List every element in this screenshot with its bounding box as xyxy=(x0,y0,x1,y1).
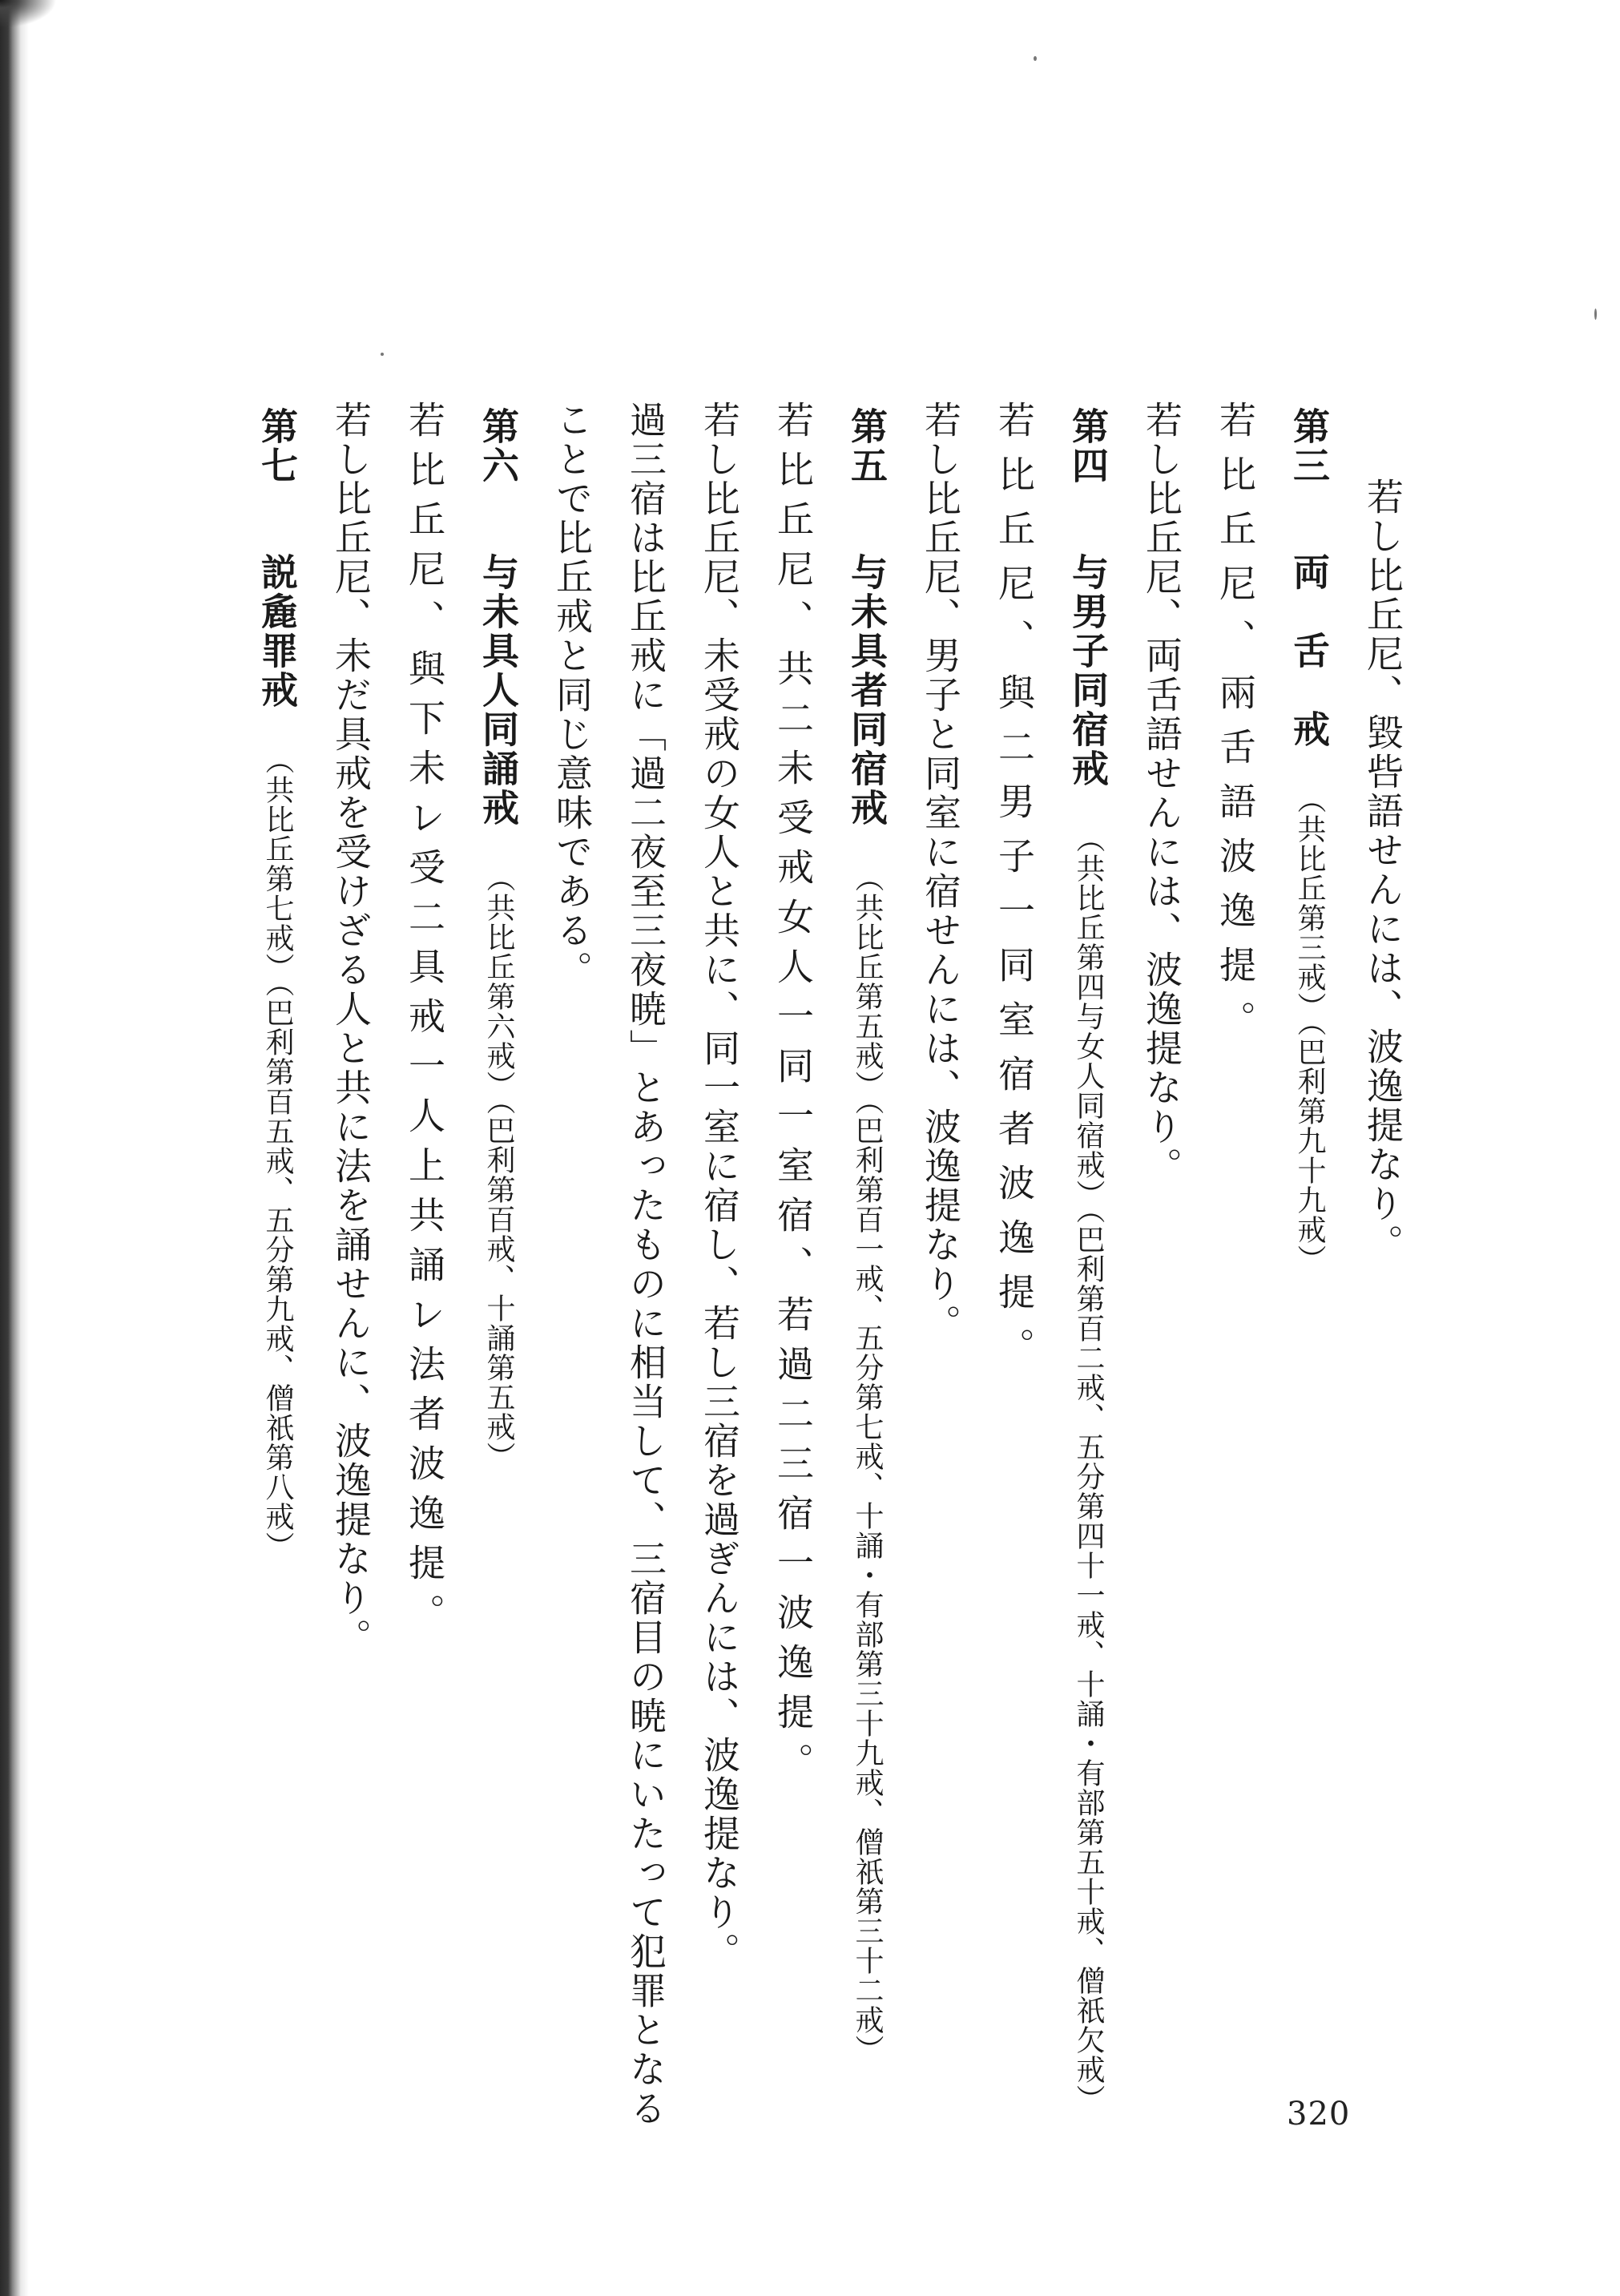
scan-edge-left xyxy=(0,0,29,2296)
section-number: 第三 xyxy=(1288,407,1331,486)
section-heading-6 xyxy=(461,401,535,1971)
section-heading-4 xyxy=(1051,401,1125,2114)
section-note: （共比丘第四与女人同宿戒）（巴利第百二戒、五分第四十一戒、十誦・有部第五十戒、僧祇欠戒） xyxy=(1072,824,1105,2114)
section-title: 両 舌 戒 xyxy=(1288,553,1331,749)
section-title: 与男子同宿戒 xyxy=(1066,553,1110,789)
section-heading-3 xyxy=(1272,401,1346,1971)
section-note: （共比丘第三戒）（巴利第九十九戒） xyxy=(1293,785,1326,1274)
section-heading-7 xyxy=(240,401,314,1971)
section-number: 第六 xyxy=(477,407,520,486)
section-number: 第五 xyxy=(845,407,889,486)
section-title: 説麁罪戒 xyxy=(256,553,299,710)
section-number: 第四 xyxy=(1066,407,1110,486)
section-note: （共比丘第六戒）（巴利第百戒、十誦第五戒） xyxy=(482,863,515,1471)
text-line: 若し比丘尼、毀呰語せんには、波逸提なり。 xyxy=(1361,478,1404,1263)
scan-edge-top xyxy=(0,0,96,48)
section-note: （共比丘第七戒）（巴利第百五戒、五分第九戒、僧祇第八戒） xyxy=(261,745,294,1561)
page-number: 320 xyxy=(1287,2096,1351,2133)
text-line: 若比丘尼、與二男子一同室宿者波逸提。 xyxy=(993,401,1036,1382)
text-line: ことで比丘戒と同じ意味である。 xyxy=(550,401,594,990)
text-line: 若し比丘尼、両舌語せんには、波逸提なり。 xyxy=(1140,401,1183,1186)
section-title: 与未具人同誦戒 xyxy=(477,553,520,828)
text-line: 若し比丘尼、未だ具戒を受けざる人と共に法を誦せんに、波逸提なり。 xyxy=(329,401,373,1657)
text-line: 若し比丘尼、未受戒の女人と共に、同一室に宿し、若し三宿を過ぎんには、波逸提なり。 xyxy=(698,401,741,1971)
scan-speck xyxy=(1594,309,1597,320)
section-note: （共比丘第五戒）（巴利第百一戒、五分第七戒、十誦・有部第三十九戒、僧祇第三十二戒） xyxy=(851,863,884,2064)
text-line: 若比丘尼、共二未受戒女人一同一室宿、若過二三宿一波逸提。 xyxy=(772,401,815,1792)
section-heading-5 xyxy=(830,401,904,2064)
section-title: 与未具者同宿戒 xyxy=(845,553,889,828)
text-line: 若比丘尼、與下未レ受二具戒一人上共誦レ法者波逸提。 xyxy=(403,401,446,1643)
scan-speck xyxy=(381,353,384,356)
text-line: 若比丘尼、兩舌語波逸提。 xyxy=(1214,401,1257,1055)
scan-speck xyxy=(1034,56,1037,61)
text-line: 若し比丘尼、男子と同室に宿せんには、波逸提なり。 xyxy=(919,401,962,1343)
text-line: 過三宿は比丘戒に「過二夜至三夜暁」とあったものに相当して、三宿目の暁にいたって犯罪となる xyxy=(624,401,667,2129)
section-number: 第七 xyxy=(256,407,299,486)
